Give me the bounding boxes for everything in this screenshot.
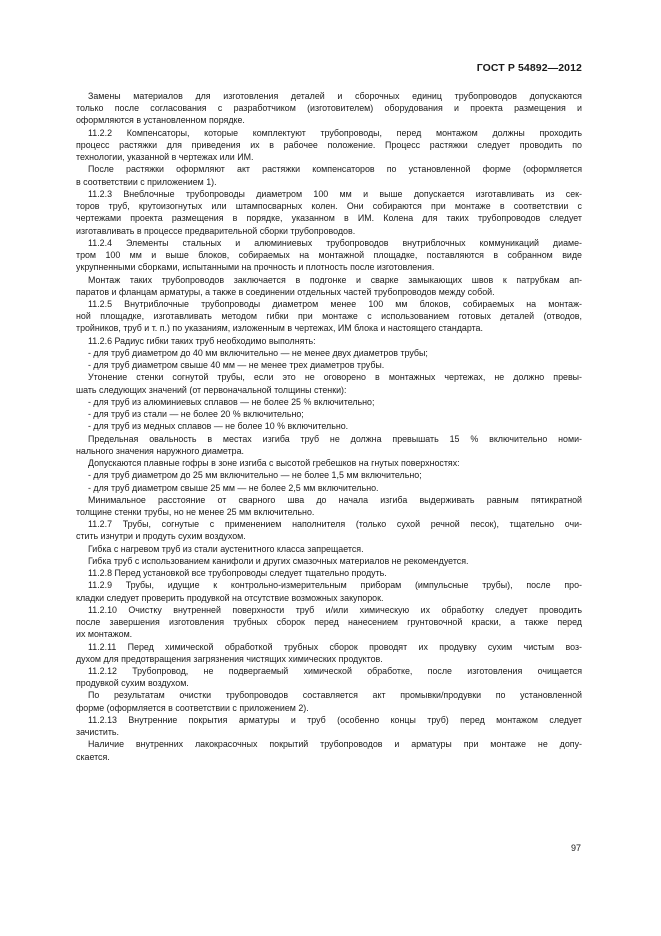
text-line: торов труб, крутоизогнутых или штампосварных колен. Они собираются при монтаже в соответствии с [76, 201, 582, 212]
text-line: - для труб диаметром до 40 мм включительно — не менее двух диаметров трубы; [88, 347, 428, 358]
text-line: нального значения наружного диаметра. [76, 445, 244, 456]
text-line: Монтаж таких трубопроводов заключается в подгонке и сварке замыкающих швов к патрубкам ап- [88, 274, 582, 285]
standard-header: ГОСТ Р 54892—2012 [476, 62, 582, 74]
text-line: 11.2.12 Трубопровод, не подвергаемый химической обработке, после изготовления очищается [88, 666, 582, 677]
text-line: ной площадке, изготавливать методом гибки при монтаже с использованием готовых деталей (отводов, [76, 311, 582, 322]
page-number: 97 [570, 843, 581, 853]
text-line: технологии, указанной в чертежах или ИМ. [76, 152, 254, 163]
text-line: духом для предотвращения загрязнения чистящих химических продуктов. [76, 653, 383, 664]
text-line: только после согласования с разработчиком (изготовителем) оборудования и проекта размещения и [76, 103, 582, 114]
text-line: - для труб из медных сплавов — не более 10 % включительно. [88, 421, 349, 432]
text-line: 11.2.13 Внутренние покрытия арматуры и труб (особенно концы труб) перед монтажом следует [88, 714, 582, 725]
text-line: укрупненными сборками, испытанными на прочность и плотность после изготовления. [76, 262, 435, 273]
text-line: паратов и фланцам арматуры, а также в соединении отдельных частей трубопроводов между собой. [76, 286, 495, 297]
text-line: 11.2.7 Трубы, согнутые с применением наполнителя (только сухой речной песок), тщательно очи- [88, 519, 582, 530]
text-line: в соответствии с приложением 1). [76, 176, 217, 187]
text-line: Наличие внутренних лакокрасочных покрытий трубопроводов и арматуры при монтаже не допу- [88, 739, 582, 750]
text-line: Допускаются плавные гофры в зоне изгиба с высотой гребешков на гнутых поверхностях: [88, 458, 460, 469]
text-line: оформляются в установленном порядке. [76, 115, 245, 126]
text-line: форме (оформляется в соответствии с приложением 2). [76, 702, 309, 713]
text-line: 11.2.11 Перед химической обработкой трубных сборок проводят их продувку сухим чистым воз- [88, 641, 582, 652]
body-text [76, 90, 582, 763]
text-line: 11.2.6 Радиус гибки таких труб необходимо выполнять: [88, 335, 316, 346]
text-line: Предельная овальность в местах изгиба труб не должна превышать 15 % включительно номи- [88, 433, 582, 444]
text-line: 11.2.2 Компенсаторы, которые комплектуют трубопроводы, перед монтажом должны проходить [88, 127, 582, 138]
text-line: Утонение стенки согнутой трубы, если это не оговорено в монтажных чертежах, не должно превы- [88, 372, 582, 383]
text-line: изготавливать в процессе предварительной сборки трубопроводов. [76, 225, 356, 236]
text-line: скается. [76, 751, 110, 762]
text-line: - для труб из стали — не более 20 % включительно; [88, 409, 304, 420]
text-line: толщине стенки трубы, но не менее 25 мм включительно. [76, 506, 315, 517]
text-line: 11.2.9 Трубы, идущие к контрольно-измерительным приборам (импульсные трубы), после про- [88, 580, 582, 591]
text-line: 11.2.5 Внутриблочные трубопроводы диаметром менее 100 мм блоков, собираемых на монтаж- [88, 298, 582, 309]
text-line: 11.2.10 Очистку внутренней поверхности труб и/или химическую их обработку следует проводить [88, 604, 582, 615]
text-line: тром 100 мм и выше блоков, собираемых на монтажной площадке, поставляются в собранном виде [76, 250, 582, 261]
text-line: шать следующих значений (от первоначальной толщины стенки): [76, 384, 347, 395]
text-line: После растяжки оформляют акт растяжки компенсаторов по установленной форме (оформляется [88, 164, 582, 175]
text-line: - для труб из алюминиевых сплавов — не более 25 % включительно; [88, 396, 375, 407]
text-line: стить изнутри и продуть сухим воздухом. [76, 531, 246, 542]
text-line: - для труб диаметром свыше 25 мм — не более 2,5 мм включительно. [88, 482, 379, 493]
text-line: кладки следует проверить продувкой на отсутствие возможных закупорок. [76, 592, 384, 603]
text-line: 11.2.3 Внеблочные трубопроводы диаметром 100 мм и выше допускается изготавливать из сек- [88, 188, 582, 199]
text-line: По результатам очистки трубопроводов составляется акт промывки/продувки по установленной [88, 690, 582, 701]
text-line: 11.2.8 Перед установкой все трубопроводы следует тщательно продуть. [88, 568, 387, 579]
text-line: 11.2.4 Элементы стальных и алюминиевых трубопроводов внутриблочных коммуникаций диаме- [88, 237, 582, 248]
text-line: чертежами проекта размещения в порядке, указанном в ИМ. Колена для таких трубопроводов следует [76, 213, 582, 224]
text-line: после завершения изготовления трубных сборок перед нанесением грунтовочной краски, а также перед [76, 617, 582, 628]
text-line: продувкой сухим воздухом. [76, 678, 189, 689]
text-line: их монтажом. [76, 629, 133, 640]
text-line: Гибка с нагревом труб из стали аустенитного класса запрещается. [88, 543, 364, 554]
text-line: процесс растяжки для приведения их в рабочее положение. Процесс растяжки следует проводить по [76, 139, 582, 150]
text-line: Замены материалов для изготовления деталей и сборочных единиц трубопроводов допускаются [88, 91, 582, 101]
text-line: - для труб диаметром свыше 40 мм — не менее трех диаметров трубы. [88, 360, 385, 371]
text-line: тройников, труб и т. п.) по указаниям, изложенным в чертежах, ИМ блока и настоящего стандарта. [76, 323, 483, 334]
text-line: - для труб диаметром до 25 мм включительно — не более 1,5 мм включительно; [88, 470, 422, 481]
text-line: Минимальное расстояние от сварного шва до начала изгиба выдерживать равным пятикратной [88, 494, 582, 505]
text-line: Гибка труб с использованием канифоли и других смазочных материалов не рекомендуется. [88, 555, 469, 566]
text-line: зачистить. [76, 727, 120, 738]
